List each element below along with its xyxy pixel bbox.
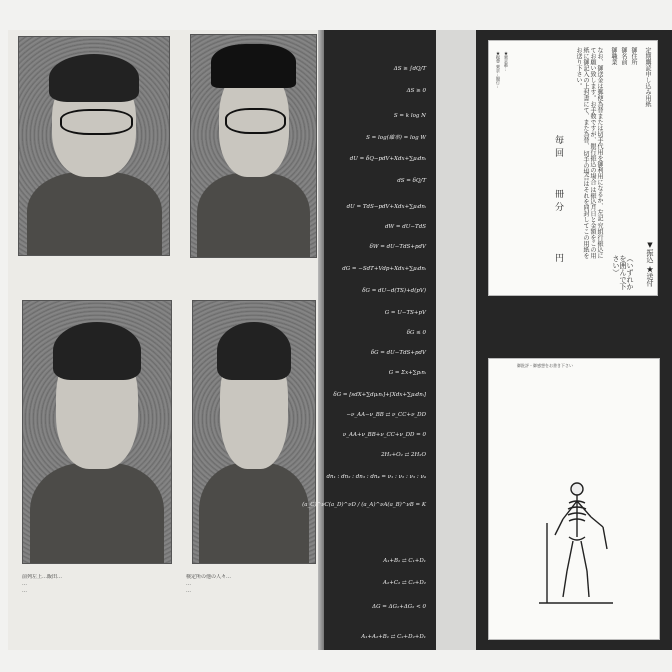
- bank-info: ★振替 東京…銀行…: [496, 51, 501, 89]
- portrait-photo-4: [192, 300, 316, 564]
- equation: S = log(確率) = log W: [366, 135, 426, 141]
- equation: dW = dU−TdS: [384, 224, 426, 230]
- equation: ΔG = ΔG₁+ΔG₂ < 0: [372, 604, 426, 610]
- copies-label: 冊分: [553, 189, 563, 215]
- equation: δG ≤ 0: [406, 330, 426, 336]
- feedback-card: [488, 358, 660, 640]
- caption-right: 検定所の他の人々… … …: [186, 574, 232, 594]
- equation: (a_C)^νC(a_D)^νD / (a_A)^νA(a_B)^νB = K: [302, 502, 426, 508]
- form-header: 定期購読申し込み用紙: [644, 47, 651, 107]
- send-options: ▼振込 ★送付: [646, 241, 654, 287]
- equation-page: [302, 30, 436, 650]
- equation: A₁+A₂+B₁ ⇄ C₂+D₂+D₁: [361, 634, 426, 640]
- equation: dn₁ : dn₂ : dn₃ : dn₄ = ν₁ : ν₂ : ν₃ : ν₄: [326, 474, 426, 480]
- equation: dS = δQ/T: [397, 178, 426, 184]
- portrait-photo-1: [18, 36, 170, 256]
- feedback-title: 御批評・御感想をお書き下さい: [517, 363, 573, 368]
- equation: δG = dU−TdS+pdV: [370, 350, 426, 356]
- equation: −ν_AA−ν_BB ⇄ ν_CC+ν_DD: [346, 412, 426, 418]
- skeleton-illustration: [533, 479, 617, 609]
- field-occupation: 御職業: [610, 47, 617, 65]
- equation: G = Σx+∑pᵢnᵢ: [388, 370, 426, 376]
- field-name: 御名前: [620, 47, 627, 65]
- equation: dU = TdS−pdV+Xdx+∑μᵢdnᵢ: [346, 204, 426, 210]
- choose-note: （いずれかを囲んで下さい）: [612, 255, 634, 290]
- page-gap: [436, 30, 476, 650]
- yen-label: 円: [553, 253, 563, 266]
- equation: δG = [sdX+∑dμᵢnᵢ]+[Xdx+∑μᵢdnᵢ]: [333, 392, 426, 398]
- equation: 2H₂+O₂ ⇄ 2H₂O: [381, 452, 426, 458]
- equation: dU = δQ−pdV+Xdx+∑μᵢdnᵢ: [349, 156, 426, 162]
- equation: A₁+B₁ ⇄ C₁+D₁: [383, 558, 426, 564]
- address-info: ★東京都…: [504, 51, 509, 71]
- frequency-label: 毎回: [553, 135, 563, 161]
- equation: G = U−TS+pV: [384, 310, 426, 316]
- form-body: なお、御送金は郵便為替または切手代用を御利用になるか、左記 究組行振込にてお願い致します。お手数ですが、銀行振込の場合 は振込月日と金額をこの用紙に御記入の上封書にて、また為替、 切手の場合はそれを同封してこの用紙をお送り下さい。: [575, 47, 603, 259]
- equation: ΔS ≥ 0: [406, 88, 426, 94]
- equation: δG = dU−d(TS)+d(pV): [362, 288, 426, 294]
- subscription-form: [488, 40, 658, 296]
- field-address: 御住所: [630, 47, 637, 65]
- portrait-photo-2: [190, 34, 317, 258]
- equation: S = k log N: [393, 113, 426, 119]
- equation: dG = −SdT+Vdp+Xdx+∑μᵢdnᵢ: [342, 266, 426, 272]
- portrait-photo-3: [22, 300, 172, 564]
- equation: A₂+C₂ ⇄ C₂+D₂: [383, 580, 426, 586]
- equation: δW = dU−TdS+pdV: [369, 244, 426, 250]
- equation: ν_AA+ν_BB+ν_CC+ν_DD = 0: [342, 432, 426, 438]
- caption-left: 前列左上…飯田… … …: [22, 574, 63, 594]
- equation: ΔS ≥ ∫dQ/T: [393, 66, 426, 72]
